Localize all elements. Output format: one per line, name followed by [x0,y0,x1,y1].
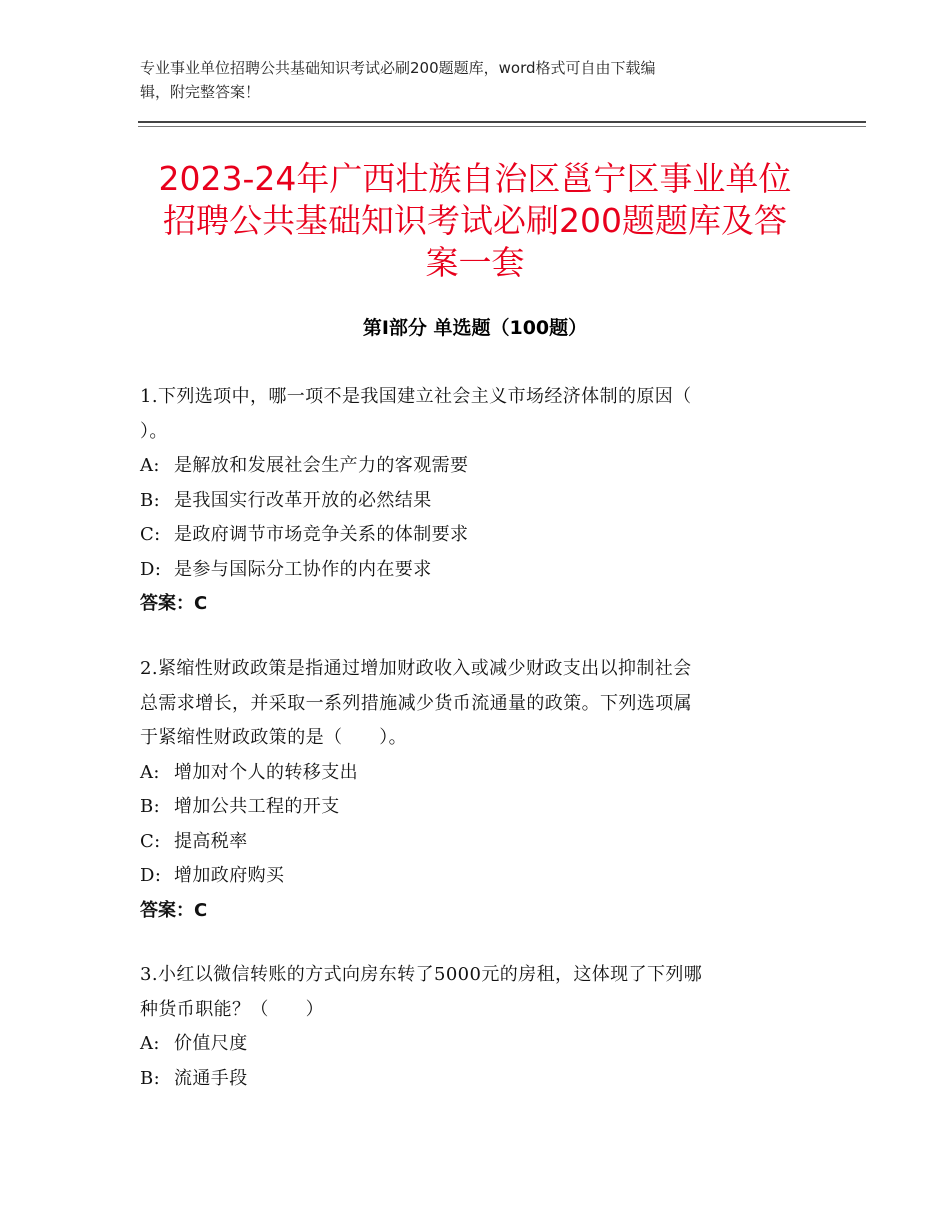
option-key: B: [140,796,161,817]
answer-label: 答案：C [140,593,208,614]
header-note-line-1: 专业事业单位招聘公共基础知识考试必刷200题题库，word格式可自由下载编 [140,59,656,77]
question-stem [140,652,805,756]
answer-label: 答案：C [140,899,208,921]
question-stem-line: 3.小红以微信转账的方式向房东转了5000元的房租，这体现了下列哪 [140,964,703,985]
option-d [140,859,805,894]
option-a [140,1027,805,1062]
option-key: A: [140,455,160,476]
option-a [140,449,805,484]
option-text: 增加公共工程的开支 [174,796,340,817]
option-key: B: [140,489,161,511]
question-stem-line: 总需求增长，并采取一系列措施减少货币流通量的政策。下列选项属 [140,692,692,714]
question-stem-line: 1.下列选项中，哪一项不是我国建立社会主义市场经济体制的原因（ [140,386,692,407]
option-text: 流通手段 [174,1067,248,1089]
option-text: 是政府调节市场竞争关系的体制要求 [174,524,469,545]
option-b [140,1062,805,1097]
header-divider-thick [138,121,866,123]
option-key: A: [140,761,160,783]
option-text: 提高税率 [174,830,248,852]
document-title [120,158,830,284]
header-note-line-2: 辑，附完整答案！ [140,83,261,101]
header-note [140,56,790,104]
question-stem-line: 2.紧缩性财政政策是指通过增加财政收入或减少财政支出以抑制社会 [140,658,692,679]
option-key: D: [140,558,162,580]
option-text: 价值尺度 [174,1033,248,1054]
question-3 [140,958,805,1096]
option-b [140,484,805,519]
option-key: C: [140,830,161,852]
question-2 [140,652,805,928]
question-stem-line: 种货币职能？（ ） [140,998,324,1020]
document-title-line-1: 2023-24年广西壮族自治区邕宁区事业单位 [158,159,792,198]
option-text: 增加对个人的转移支出 [174,761,358,783]
question-stem [140,958,805,1027]
option-key: D: [140,865,162,886]
option-text: 是参与国际分工协作的内在要求 [174,558,432,580]
question-stem [140,380,805,449]
document-title-line-3: 案一套 [425,243,525,282]
option-key: B: [140,1067,161,1089]
option-d [140,553,805,588]
option-text: 是我国实行改革开放的必然结果 [174,489,432,511]
document-title-line-2: 招聘公共基础知识考试必刷200题题库及答 [163,201,787,240]
option-c [140,518,805,553]
option-a [140,756,805,791]
option-c [140,825,805,860]
option-key: A: [140,1033,160,1054]
section-heading: 第Ⅰ部分 单选题（100题） [362,317,588,339]
question-stem-line: 于紧缩性财政政策的是（ ）。 [140,727,407,748]
option-key: C: [140,524,161,545]
question-stem-line: ）。 [140,420,168,442]
option-b [140,790,805,825]
header-divider-thin [138,126,866,127]
question-1 [140,380,805,622]
option-text: 是解放和发展社会生产力的客观需要 [174,455,469,476]
option-text: 增加政府购买 [174,865,285,886]
